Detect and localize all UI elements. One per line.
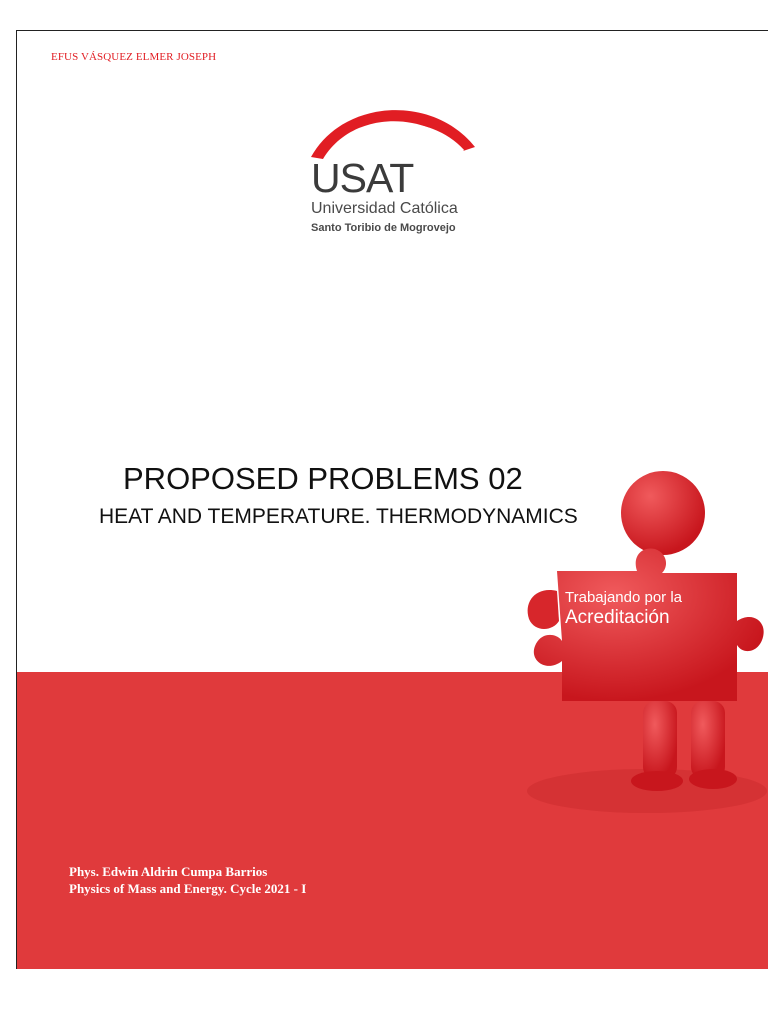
puzzle-text-line1: Trabajando por la [565, 589, 683, 606]
usat-logo [303, 99, 483, 239]
footer-course: Physics of Mass and Energy. Cycle 2021 - I [69, 881, 307, 896]
puzzle-text-line2: Acreditación [565, 607, 670, 628]
puzzle-figure-icon [437, 461, 768, 861]
document-subtitle: HEAT AND TEMPERATURE. THERMODYNAMICS [99, 505, 578, 528]
document-page [16, 30, 768, 969]
logo-wordmark: USAT [311, 155, 414, 201]
footer-info [69, 863, 306, 897]
footer-professor: Phys. Edwin Aldrin Cumpa Barrios [69, 864, 268, 879]
author-name: EFUS VÁSQUEZ ELMER JOSEPH [51, 51, 217, 63]
logo-university-name: Universidad Católica [311, 200, 458, 217]
logo-arcs-icon [303, 99, 483, 159]
logo-university-subname: Santo Toribio de Mogrovejo [311, 222, 456, 234]
document-title: PROPOSED PROBLEMS 02 [123, 461, 523, 496]
